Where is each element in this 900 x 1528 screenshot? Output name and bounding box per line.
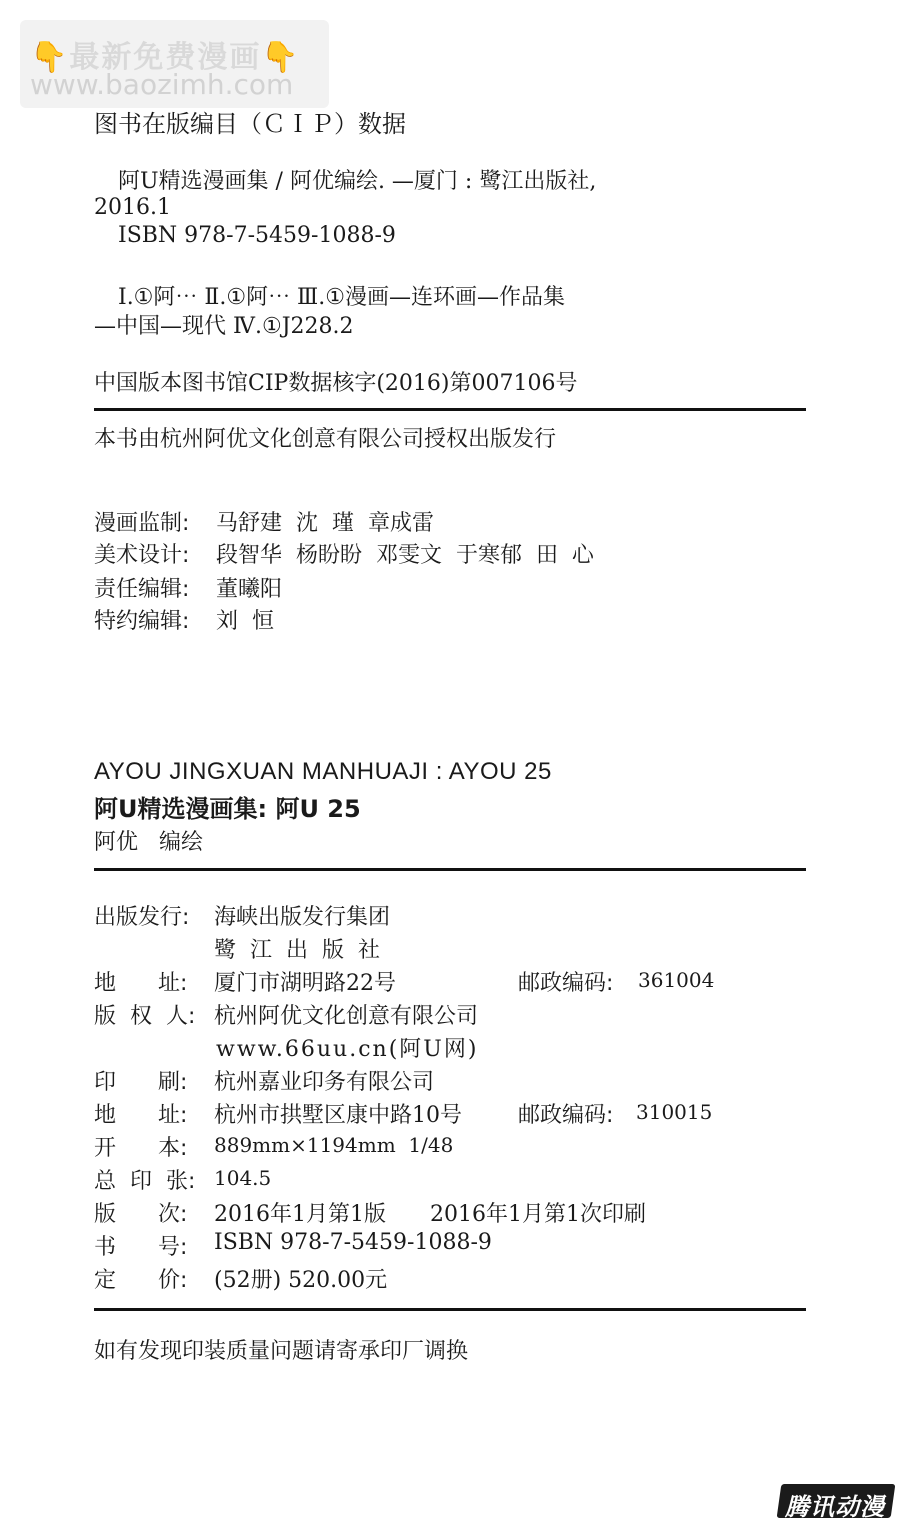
isbn-value: ISBN 978-7-5459-1088-9 — [214, 1230, 492, 1255]
isbn-label: 书 号: — [94, 1235, 188, 1260]
quality-notice: 如有发现印装质量问题请寄承印厂调换 — [94, 1339, 469, 1364]
postcode-value: 361004 — [638, 968, 715, 992]
divider — [94, 408, 806, 411]
price-value: (52册) 520.00元 — [214, 1268, 388, 1293]
format-value: 889mm×1194mm 1/48 — [214, 1133, 454, 1157]
divider — [94, 1308, 806, 1311]
watermark-url: www.baozimh.com — [30, 68, 294, 101]
copyright-value: 杭州阿优文化创意有限公司 — [214, 1004, 479, 1029]
printer-value: 杭州嘉业印务有限公司 — [214, 1070, 435, 1095]
watermark-line1: 👇最新免费漫画👇 — [30, 40, 301, 75]
book-author: 阿优 编绘 — [94, 830, 203, 855]
tencent-comic-logo: 腾讯动漫 — [785, 1493, 885, 1521]
cip-isbn: ISBN 978-7-5459-1088-9 — [118, 223, 396, 248]
format-label: 开 本: — [94, 1136, 188, 1161]
publisher-value-2: 鹭 江 出 版 社 — [214, 938, 380, 963]
copyright-label: 版 权 人: — [94, 1004, 196, 1029]
divider — [94, 868, 806, 871]
cip-classification-cont: —中国—现代 Ⅳ.①J228.2 — [94, 314, 354, 339]
sheets-label: 总 印 张: — [94, 1169, 196, 1194]
book-title: 阿U精选漫画集: 阿U 25 — [94, 795, 361, 823]
staff-label: 特约编辑: — [94, 609, 190, 634]
staff-value: 董曦阳 — [216, 577, 283, 602]
cip-classification: Ⅰ.①阿⋯ Ⅱ.①阿⋯ Ⅲ.①漫画—连环画—作品集 — [118, 285, 565, 310]
staff-value: 刘 恒 — [216, 609, 274, 634]
staff-value: 马舒建 沈 瑾 章成雷 — [216, 511, 434, 536]
staff-value: 段智华 杨盼盼 邓雯文 于寒郁 田 心 — [216, 543, 594, 568]
printer-address-value: 杭州市拱墅区康中路10号 — [214, 1103, 462, 1128]
address-label: 地 址: — [94, 971, 188, 996]
staff-label: 美术设计: — [94, 543, 190, 568]
printer-label: 印 刷: — [94, 1070, 188, 1095]
postcode-label: 邮政编码: — [518, 971, 614, 996]
staff-label: 漫画监制: — [94, 511, 190, 536]
pointing-down-icon: 👇 — [261, 40, 301, 75]
cip-line2: 2016.1 — [94, 195, 171, 220]
address-value: 厦门市湖明路22号 — [214, 971, 396, 996]
cip-heading: 图书在版编目（ＣＩＰ）数据 — [94, 110, 406, 138]
price-label: 定 价: — [94, 1268, 188, 1293]
title-pinyin: AYOU JINGXUAN MANHUAJI : AYOU 25 — [94, 758, 552, 785]
pointing-down-icon: 👇 — [30, 40, 70, 75]
printer-postcode-label: 邮政编码: — [518, 1103, 614, 1128]
printer-postcode-value: 310015 — [636, 1100, 713, 1124]
cip-core-number: 中国版本图书馆CIP数据核字(2016)第007106号 — [94, 371, 578, 396]
edition-value: 2016年1月第1版 — [214, 1202, 386, 1227]
staff-label: 责任编辑: — [94, 577, 190, 602]
sheets-value: 104.5 — [214, 1166, 272, 1190]
copyright-website: www.66uu.cn(阿U网) — [216, 1037, 479, 1062]
cip-line1: 阿U精选漫画集 / 阿优编绘. —厦门 : 鹭江出版社, — [118, 169, 597, 194]
printer-address-label: 地 址: — [94, 1103, 188, 1128]
authorization-text: 本书由杭州阿优文化创意有限公司授权出版发行 — [94, 427, 557, 452]
publisher-value: 海峡出版发行集团 — [214, 905, 391, 930]
printing-value: 2016年1月第1次印刷 — [430, 1202, 646, 1227]
publisher-label: 出版发行: — [94, 905, 190, 930]
edition-label: 版 次: — [94, 1202, 188, 1227]
